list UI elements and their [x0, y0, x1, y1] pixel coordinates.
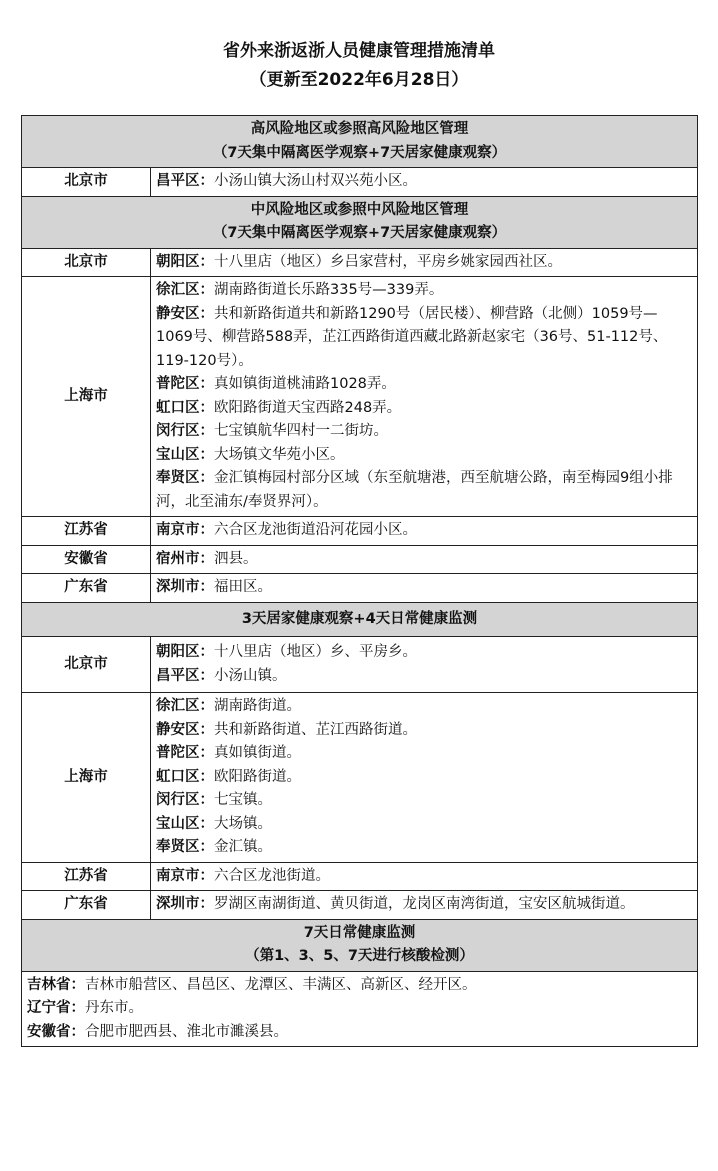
province-detail: 吉林市船营区、昌邑区、龙潭区、丰满区、高新区、经开区。	[85, 976, 477, 993]
section-subtitle: （7天集中隔离医学观察+7天居家健康观察）	[212, 144, 507, 161]
district-detail: 六合区龙池街道。	[214, 867, 330, 884]
section-header-medium-risk	[22, 196, 698, 248]
district-detail: 十八里店（地区）乡、平房乡。	[214, 644, 417, 660]
district-name: 昌平区：	[156, 173, 214, 189]
district-name: 朝阳区：	[156, 644, 214, 660]
table-row	[22, 971, 698, 1047]
district-detail: 金汇镇。	[214, 839, 272, 855]
table-row	[22, 168, 698, 197]
district-detail: 真如镇街道桃浦路1028弄。	[214, 376, 396, 392]
district-detail: 大场镇文华苑小区。	[214, 446, 345, 463]
detail-cell	[151, 637, 698, 693]
district-detail: 共和新路街道、芷江西路街道。	[214, 721, 417, 738]
district-detail: 湖南路街道长乐路335号—339弄。	[214, 282, 444, 298]
district-detail: 泗县。	[214, 550, 258, 567]
district-entry	[156, 893, 692, 917]
province-cell: 广东省	[22, 574, 151, 603]
table-row	[22, 574, 698, 603]
district-detail: 湖南路街道。	[214, 698, 301, 714]
district-entry	[156, 420, 692, 444]
page-title: 省外来浙返浙人员健康管理措施清单	[223, 41, 495, 61]
district-name: 静安区：	[156, 721, 214, 738]
district-entry	[156, 836, 692, 860]
district-detail: 欧阳路街道。	[214, 768, 301, 785]
detail-cell	[22, 971, 698, 1047]
district-detail: 真如镇街道。	[214, 745, 301, 761]
district-entry	[156, 695, 692, 719]
province-cell: 江苏省	[22, 517, 151, 546]
table-row	[22, 862, 698, 891]
province-entry	[27, 1021, 692, 1045]
district-entry	[156, 397, 692, 421]
province-entry	[27, 997, 692, 1021]
district-entry	[156, 279, 692, 303]
district-entry	[156, 170, 692, 194]
district-entry	[156, 813, 692, 837]
detail-cell	[151, 574, 698, 603]
table-row	[22, 517, 698, 546]
district-entry	[156, 303, 692, 374]
province-cell: 安徽省	[22, 545, 151, 574]
district-entry	[156, 641, 692, 665]
district-name: 闵行区：	[156, 423, 214, 439]
province-name: 吉林省：	[27, 976, 85, 993]
province-cell: 广东省	[22, 891, 151, 920]
district-name: 宝山区：	[156, 446, 214, 463]
district-name: 奉贤区：	[156, 839, 214, 855]
table-row	[22, 545, 698, 574]
detail-cell	[151, 277, 698, 517]
province-cell: 北京市	[22, 637, 151, 693]
district-entry	[156, 548, 692, 572]
district-name: 闵行区：	[156, 792, 214, 808]
district-entry	[156, 865, 692, 889]
district-detail: 六合区龙池街道沿河花园小区。	[214, 522, 417, 538]
district-detail: 七宝镇航华四村一二街坊。	[214, 423, 388, 439]
detail-cell	[151, 545, 698, 574]
district-entry	[156, 519, 692, 543]
district-entry	[156, 467, 692, 514]
district-name: 宝山区：	[156, 815, 214, 832]
section-header-home-observation	[22, 602, 698, 637]
table-row	[22, 693, 698, 863]
detail-cell	[151, 693, 698, 863]
section-subtitle: （第1、3、5、7天进行核酸检测）	[245, 948, 474, 964]
detail-cell	[151, 517, 698, 546]
province-detail: 合肥市肥西县、淮北市濉溪县。	[85, 1023, 288, 1040]
district-detail: 欧阳路街道天宝西路248弄。	[214, 399, 402, 416]
table-row	[22, 248, 698, 277]
district-name: 深圳市：	[156, 896, 214, 912]
district-name: 宿州市：	[156, 550, 214, 567]
district-name: 虹口区：	[156, 768, 214, 785]
table-row	[22, 891, 698, 920]
district-entry	[156, 742, 692, 766]
district-detail: 七宝镇。	[214, 792, 272, 808]
district-detail: 小汤山镇。	[214, 667, 287, 684]
section-title: 中风险地区或参照中风险地区管理	[250, 201, 469, 218]
province-detail: 丹东市。	[85, 1000, 143, 1016]
province-cell: 北京市	[22, 248, 151, 277]
detail-cell	[151, 168, 698, 197]
district-name: 朝阳区：	[156, 253, 214, 270]
district-name: 普陀区：	[156, 376, 214, 392]
district-entry	[156, 719, 692, 743]
district-name: 徐汇区：	[156, 282, 214, 298]
district-name: 虹口区：	[156, 399, 214, 416]
district-name: 普陀区：	[156, 745, 214, 761]
district-name: 南京市：	[156, 522, 214, 538]
province-name: 安徽省：	[27, 1023, 85, 1040]
district-entry	[156, 373, 692, 397]
table-row	[22, 637, 698, 693]
district-detail: 福田区。	[214, 579, 272, 595]
district-entry	[156, 444, 692, 468]
district-detail: 小汤山镇大汤山村双兴苑小区。	[214, 173, 417, 189]
district-name: 深圳市：	[156, 579, 214, 595]
province-name: 辽宁省：	[27, 1000, 85, 1016]
measures-table	[21, 115, 698, 1047]
section-title: 7天日常健康监测	[303, 924, 416, 941]
province-cell: 上海市	[22, 693, 151, 863]
district-detail: 金汇镇梅园村部分区域（东至航塘港，西至航塘公路，南至梅园9组小排河，北至浦东/奉贤界河）。	[156, 470, 673, 510]
section-subtitle: （7天集中隔离医学观察+7天居家健康观察）	[212, 225, 507, 241]
district-detail: 十八里店（地区）乡吕家营村，平房乡姚家园西社区。	[214, 253, 562, 270]
district-name: 南京市：	[156, 867, 214, 884]
detail-cell	[151, 891, 698, 920]
section-header-daily-monitoring	[22, 919, 698, 971]
section-title: 3天居家健康观察+4天日常健康监测	[241, 610, 478, 627]
page-subtitle: （更新至2022年6月28日）	[249, 70, 469, 90]
province-cell: 上海市	[22, 277, 151, 517]
district-entry	[156, 576, 692, 600]
province-cell: 江苏省	[22, 862, 151, 891]
district-name: 静安区：	[156, 305, 214, 322]
district-detail: 大场镇。	[214, 815, 272, 832]
section-header-high-risk	[22, 116, 698, 168]
table-row	[22, 277, 698, 517]
province-entry	[27, 974, 692, 998]
district-detail: 罗湖区南湖街道、黄贝街道，龙岗区南湾街道，宝安区航城街道。	[214, 896, 635, 912]
district-entry	[156, 251, 692, 275]
section-title: 高风险地区或参照高风险地区管理	[250, 121, 469, 137]
district-detail: 共和新路街道共和新路1290号（居民楼）、柳营路（北侧）1059号—1069号、柳营路588弄，芷江西路街道西藏北路新赵家宅（36号、51-112号、119-120号）。	[156, 305, 668, 369]
district-entry	[156, 766, 692, 790]
detail-cell	[151, 248, 698, 277]
district-entry	[156, 665, 692, 689]
district-name: 昌平区：	[156, 667, 214, 684]
district-name: 徐汇区：	[156, 698, 214, 714]
district-entry	[156, 789, 692, 813]
detail-cell	[151, 862, 698, 891]
district-name: 奉贤区：	[156, 470, 214, 486]
province-cell: 北京市	[22, 168, 151, 197]
